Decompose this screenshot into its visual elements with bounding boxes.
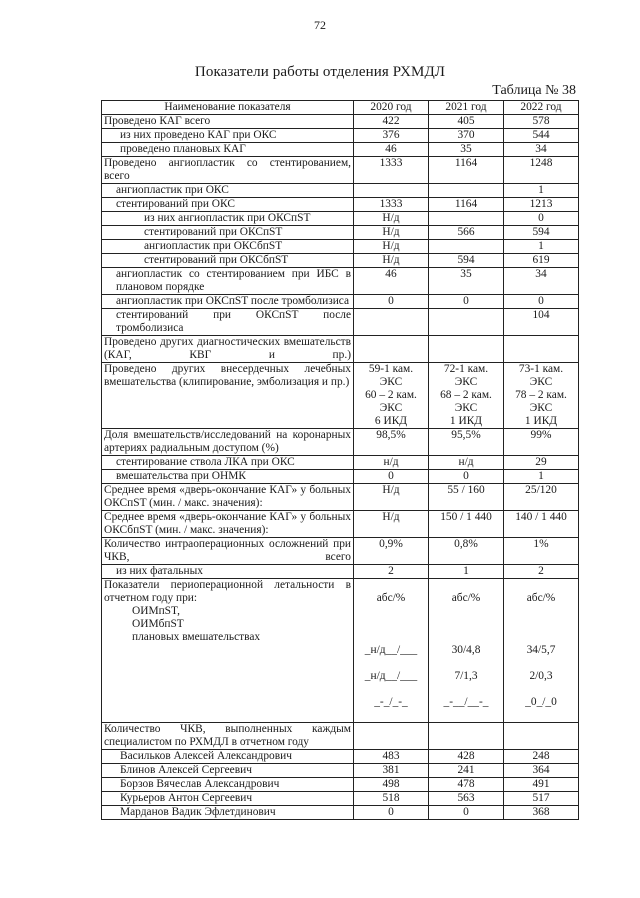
table-row [102,511,579,538]
row-label: Доля вмешательств/исследований на коронарных артериях радиальным доступом (%) [102,429,354,456]
cell-2020: 0 [354,806,429,820]
table-row [102,240,579,254]
cell-2020: 1333 [354,198,429,212]
table-row [102,143,579,157]
cell-2022: 368 [504,806,579,820]
header-2021: 2021 год [429,101,504,115]
specialist-name: Борзов Вячеслав Александрович [102,778,354,792]
cell-2021: 428 [429,750,504,764]
lethality-value: 7/1,3 [454,670,478,682]
table-row [102,115,579,129]
cell-2022: 594 [504,226,579,240]
table-row [102,429,579,456]
table-row [102,565,579,579]
cell-2021 [429,336,504,363]
cell-2022: 1 [504,184,579,198]
page-number: 72 [314,18,326,32]
cell-2022: 364 [504,764,579,778]
cell-2022: 0 [504,295,579,309]
lethality-value: 30/4,8 [451,644,481,656]
cell-2020: 46 [354,268,429,295]
row-label: Проведено ангиопластик со стентированием, всего [102,157,354,184]
lethality-value: _0_/_0 [525,696,557,708]
cell-2021 [429,240,504,254]
specialist-row [102,764,579,778]
lethality-value: 2/0,3 [529,670,553,682]
cell-2020: 381 [354,764,429,778]
cell-2021: 478 [429,778,504,792]
row-label: стентирований при ОКСпST [102,226,354,240]
cell-2021: 95,5% [429,429,504,456]
specialists-header-row [102,723,579,750]
cell-2020: 483 [354,750,429,764]
row-label: ангиопластик при ОКС [102,184,354,198]
cell-2022: 619 [504,254,579,268]
lethality-value: абс/% [526,592,556,604]
cell-2022: 2 [504,565,579,579]
cell-2021: 1 [429,565,504,579]
cell-2022: 99% [504,429,579,456]
cell-2021: 35 [429,143,504,157]
cell-2022: 1213 [504,198,579,212]
cell-2022: 1 [504,240,579,254]
cell-2021: 563 [429,792,504,806]
cell-2020: 2 [354,565,429,579]
cell-2022: 34 [504,268,579,295]
table-caption: Таблица № 38 [492,83,576,98]
specialist-row [102,806,579,820]
header-2020: 2020 год [354,101,429,115]
table-row [102,198,579,212]
table-row [102,212,579,226]
table-row [102,254,579,268]
cell-2021: 1164 [429,198,504,212]
cell-2022 [504,579,579,723]
cell-2021: н/д [429,456,504,470]
cell-2020: 0 [354,295,429,309]
cell-2022: 29 [504,456,579,470]
row-label: ангиопластик при ОКСпST после тромболизиса [102,295,354,309]
cell-2021: 35 [429,268,504,295]
table-row [102,484,579,511]
cell-2022: 248 [504,750,579,764]
cell-2021: 0 [429,470,504,484]
row-label: Проведено других внесердечных лечебных вмешательства (клипирование, эмболизация и пр.) [102,363,354,429]
cell-2021: 0 [429,295,504,309]
row-label: ангиопластик со стентированием при ИБС в плановом порядке [102,268,354,295]
cell-2022: 25/120 [504,484,579,511]
table-row [102,538,579,565]
row-label: Количество интраоперационных осложнений при ЧКВ, всего [102,538,354,565]
cell-2020: Н/д [354,484,429,511]
cell-2021: 0 [429,806,504,820]
row-label: из них ангиопластик при ОКСпST [102,212,354,226]
cell-2021 [429,309,504,336]
cell-2022: 1 [504,470,579,484]
cell-2020 [354,579,429,723]
lethality-value: 34/5,7 [526,644,556,656]
cell-2021: 1164 [429,157,504,184]
cell-2020: 0,9% [354,538,429,565]
cell-2021: 150 / 1 440 [429,511,504,538]
cell-2020: 98,5% [354,429,429,456]
cell-2020: 1333 [354,157,429,184]
specialist-name: Марданов Вадик Эфлетдинович [102,806,354,820]
cell-2021: 566 [429,226,504,240]
table-row [102,363,579,429]
cell-2020: Н/д [354,226,429,240]
specialist-name: Блинов Алексей Сергеевич [102,764,354,778]
lethality-value: _н/д__/___ [364,670,418,682]
cell-2020 [354,309,429,336]
specialist-row [102,778,579,792]
specialist-row [102,750,579,764]
lethality-sub-label: ОИМбпST [132,618,184,630]
cell-2022: 491 [504,778,579,792]
cell-2020: Н/д [354,254,429,268]
cell-2021: 405 [429,115,504,129]
cell-2020 [354,184,429,198]
cell-2022: 73-1 кам. ЭКС 78 – 2 кам. ЭКС 1 ИКД [504,363,579,429]
row-label: Среднее время «дверь-окончание КАГ» у больных ОКСпST (мин. / макс. значения): [102,484,354,511]
cell-2022: 140 / 1 440 [504,511,579,538]
cell-2021 [429,579,504,723]
cell-2021 [429,212,504,226]
cell-2022: 544 [504,129,579,143]
cell-2020: Н/д [354,212,429,226]
table-row [102,129,579,143]
cell-2022: 1% [504,538,579,565]
cell-2020: 518 [354,792,429,806]
cell-2021: 72-1 кам. ЭКС 68 – 2 кам. ЭКС 1 ИКД [429,363,504,429]
cell-2022: 0 [504,212,579,226]
row-label: стентирований при ОКС [102,198,354,212]
lethality-sub-label: ОИМпST, [132,605,180,617]
cell-2022: 1248 [504,157,579,184]
specialist-name: Курьеров Антон Сергеевич [102,792,354,806]
lethality-value: _н/д__/___ [364,644,418,656]
row-label: стентирований при ОКСбпST [102,254,354,268]
row-label: стентирование ствола ЛКА при ОКС [102,456,354,470]
header-indicator: Наименование показателя [102,101,354,115]
row-label: проведено плановых КАГ [102,143,354,157]
table-row [102,456,579,470]
table-row [102,226,579,240]
cell-2020: н/д [354,456,429,470]
lethality-value: абс/% [376,592,406,604]
cell-2020: 46 [354,143,429,157]
lethality-value: абс/% [451,592,481,604]
cell-2020 [354,336,429,363]
cell-2021: 241 [429,764,504,778]
row-label: стентирований при ОКСпST после тромболизиса [102,309,354,336]
table-row [102,268,579,295]
row-label: из них проведено КАГ при ОКС [102,129,354,143]
cell-2022: 34 [504,143,579,157]
cell-2020: Н/д [354,511,429,538]
document-title: Показатели работы отделения РХМДЛ [194,64,446,80]
table-row [102,336,579,363]
cell-2020: 376 [354,129,429,143]
row-label: из них фатальных [102,565,354,579]
lethality-sub-label: плановых вмешательствах [132,631,261,643]
performance-table [101,100,579,820]
cell-2021: 370 [429,129,504,143]
specialists-label: Количество ЧКВ, выполненных каждым специалистом по РХМДЛ в отчетном году [102,723,354,750]
cell-2021 [429,184,504,198]
table-row [102,295,579,309]
row-label: Среднее время «дверь-окончание КАГ» у больных ОКСбпST (мин. / макс. значения): [102,511,354,538]
row-label: ангиопластик при ОКСбпST [102,240,354,254]
row-label: Проведено других диагностических вмешательств (КАГ, КВГ и пр.) [102,336,354,363]
cell-2020: Н/д [354,240,429,254]
cell-2022: 517 [504,792,579,806]
cell-2022: 578 [504,115,579,129]
cell-2020: 422 [354,115,429,129]
lethality-label: Показатели периоперационной летальности в отчетном году при: [104,579,351,604]
lethality-value: _-__/__-_ [443,696,489,708]
cell-2021: 55 / 160 [429,484,504,511]
cell-2022: 104 [504,309,579,336]
header-2022: 2022 год [504,101,579,115]
table-row [102,470,579,484]
table-row [102,309,579,336]
lethality-value: _-_/_-_ [374,696,408,708]
table-header-row [102,101,579,115]
cell-2020: 0 [354,470,429,484]
cell-2021: 0,8% [429,538,504,565]
cell-2020: 59-1 кам. ЭКС 60 – 2 кам. ЭКС 6 ИКД [354,363,429,429]
cell-2021: 594 [429,254,504,268]
lethality-label-cell [102,579,354,723]
cell-2020: 498 [354,778,429,792]
cell-2022 [504,336,579,363]
specialist-row [102,792,579,806]
table-row [102,157,579,184]
lethality-row [102,579,579,723]
table-row [102,184,579,198]
specialist-name: Васильков Алексей Александрович [102,750,354,764]
row-label: Проведено КАГ всего [102,115,354,129]
row-label: вмешательства при ОНМК [102,470,354,484]
